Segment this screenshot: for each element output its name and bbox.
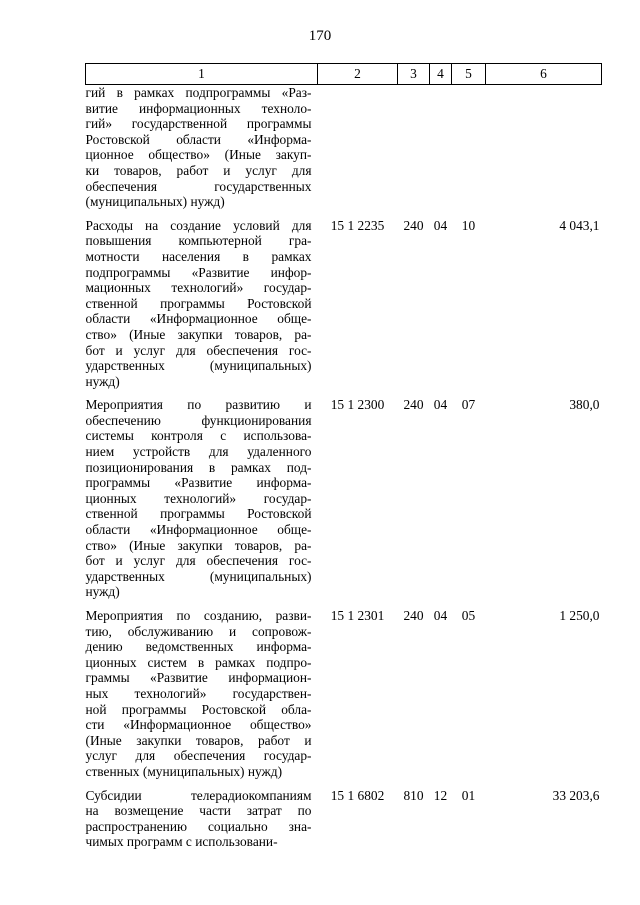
column-header: 5 [452, 64, 486, 85]
description-line: мационных технологий» государ- [85, 280, 312, 296]
description-line: системы контроля с использова- [85, 428, 312, 444]
description-line: Ростовской области «Информа- [85, 131, 312, 147]
description-line: области «Информационное обще- [85, 311, 312, 327]
description-line: обеспечения государственных [85, 178, 312, 194]
table-header-row [86, 64, 602, 85]
description-line: ударственных (муниципальных) [85, 568, 312, 584]
row-description [86, 389, 318, 600]
column-header: 6 [486, 64, 602, 85]
target-code: 15 1 6802 [330, 787, 385, 803]
description-line: Мероприятия по созданию, разви- [85, 608, 312, 623]
table-row [86, 600, 602, 780]
budget-table [85, 63, 602, 850]
description-line: позиционирования в рамках под- [85, 459, 312, 475]
expense-type [398, 85, 430, 210]
table-row [86, 210, 602, 390]
subsection-code: 01 [461, 787, 476, 803]
description-line: граммы «Развитие информацион- [85, 670, 312, 686]
description-line: нужд) [85, 584, 120, 600]
column-header: 3 [398, 64, 430, 85]
section-code: 04 [433, 397, 448, 413]
description-line: дению ведомственных информа- [85, 639, 312, 655]
description-line: Субсидии телерадиокомпаниям [85, 787, 312, 803]
description-line: повышения компьютерной гра- [85, 233, 312, 249]
description-line: нием устройств для удаленного [85, 444, 312, 460]
description-line: ки товаров, работ и услуг для [85, 162, 312, 178]
description-line: ционных технологий» государ- [85, 490, 312, 506]
description-line: чимых программ с использовани- [85, 834, 278, 850]
subsection-code [452, 85, 486, 210]
subsection-code: 07 [461, 397, 476, 413]
description-line: ционное общество» (Иные закуп- [85, 147, 312, 163]
description-line: ударственных (муниципальных) [85, 358, 312, 374]
target-code [318, 85, 398, 210]
description-line: нужд) [85, 373, 120, 389]
expense-type: 240 [403, 608, 424, 623]
amount: 380,0 [569, 397, 600, 413]
description-line: ной программы Ростовской обла- [85, 701, 312, 717]
expense-type: 240 [403, 217, 424, 233]
section-code: 12 [433, 787, 448, 803]
expense-type: 810 [403, 787, 424, 803]
description-line: (муниципальных) нужд) [85, 194, 225, 210]
description-line: ционных систем в рамках подпро- [85, 654, 312, 670]
target-code: 15 1 2301 [330, 608, 385, 623]
description-line: распространению социально зна- [85, 818, 312, 834]
row-description [86, 210, 318, 390]
description-line: витие информационных техноло- [85, 100, 312, 116]
column-header: 2 [318, 64, 398, 85]
description-line: (Иные закупки товаров, работ и [85, 732, 312, 748]
column-header: 4 [430, 64, 452, 85]
description-line: ственной программы Ростовской [85, 295, 312, 311]
description-line: сти «Информационное общество» [85, 717, 312, 733]
expense-type: 240 [403, 397, 424, 413]
description-line: ственной программы Ростовской [85, 506, 312, 522]
table-row [86, 389, 602, 600]
description-line: ных технологий» государствен- [85, 685, 312, 701]
description-line: тию, обслуживанию и сопровож- [85, 623, 312, 639]
description-line: Расходы на создание условий для [85, 217, 312, 233]
amount: 4 043,1 [559, 217, 600, 233]
description-line: гий в рамках подпрограммы «Раз- [85, 85, 312, 100]
description-line: области «Информационное обще- [85, 522, 312, 538]
row-description [86, 85, 318, 210]
description-line: гий» государственной программы [85, 116, 312, 132]
column-header: 1 [86, 64, 318, 85]
target-code: 15 1 2300 [330, 397, 385, 413]
description-line: ственных (муниципальных) нужд) [85, 763, 283, 779]
subsection-code: 05 [461, 608, 476, 623]
amount: 33 203,6 [552, 787, 600, 803]
target-code: 15 1 2235 [330, 217, 385, 233]
description-line: Мероприятия по развитию и [85, 397, 312, 413]
table-row [86, 780, 602, 850]
page-number: 170 [308, 28, 332, 44]
section-code [430, 85, 452, 210]
description-line: мотности населения в рамках [85, 248, 312, 264]
section-code: 04 [433, 608, 448, 623]
section-code: 04 [433, 217, 448, 233]
description-line: ство» (Иные закупки товаров, ра- [85, 326, 312, 342]
description-line: подпрограммы «Развитие инфор- [85, 264, 312, 280]
subsection-code: 10 [461, 217, 476, 233]
description-line: бот и услуг для обеспечения гос- [85, 553, 312, 569]
table-row [86, 85, 602, 210]
description-line: обеспечению функционирования [85, 412, 312, 428]
description-line: услуг для обеспечения государ- [85, 748, 312, 764]
description-line: программы «Развитие информа- [85, 475, 312, 491]
description-line: бот и услуг для обеспечения гос- [85, 342, 312, 358]
description-line: на возмещение части затрат по [85, 803, 312, 819]
amount: 1 250,0 [559, 608, 600, 623]
row-description [86, 780, 318, 850]
description-line: ство» (Иные закупки товаров, ра- [85, 537, 312, 553]
amount [486, 85, 602, 210]
row-description [86, 600, 318, 780]
